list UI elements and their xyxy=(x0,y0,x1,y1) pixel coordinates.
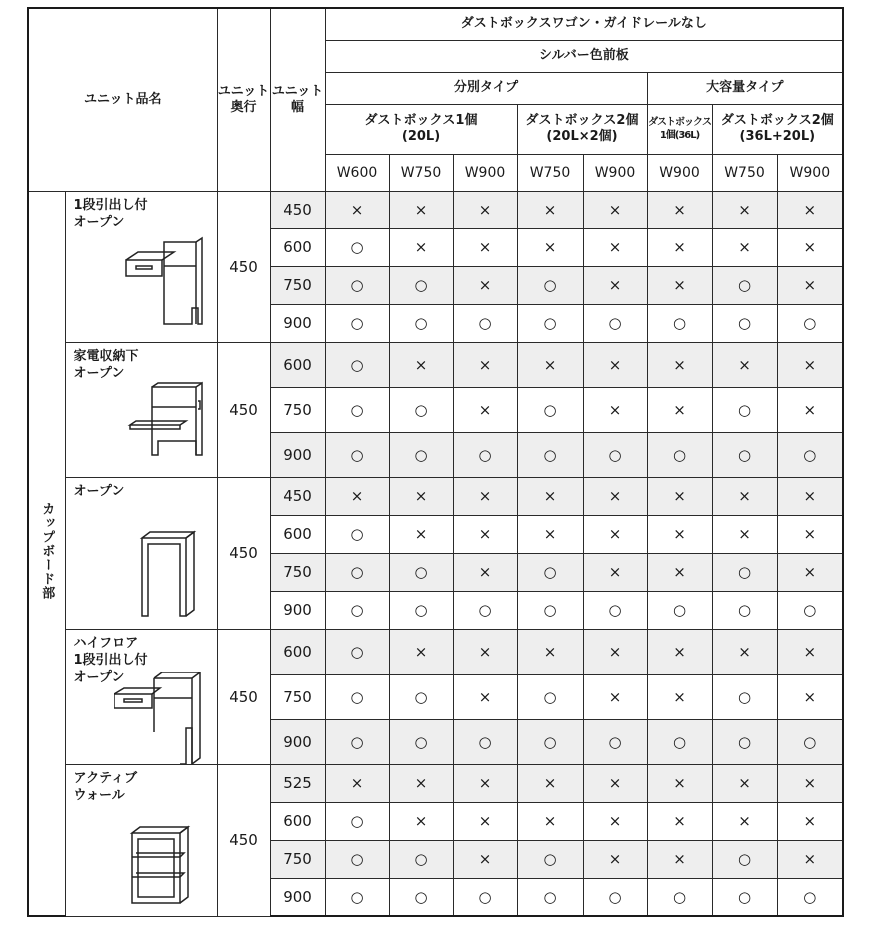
compatible-mark: ○ xyxy=(325,878,389,916)
compatible-mark: ○ xyxy=(712,878,777,916)
compatible-mark: ○ xyxy=(389,591,453,629)
compatible-mark: ○ xyxy=(325,304,389,342)
sub-large-2-line1: ダストボックス2個 xyxy=(720,113,834,128)
col-header-w750: W750 xyxy=(389,154,453,191)
incompatible-mark: × xyxy=(583,840,647,878)
unit-width: 600 xyxy=(270,342,325,387)
unit-name-line: アクティブ xyxy=(73,770,138,786)
incompatible-mark: × xyxy=(647,840,712,878)
width-header xyxy=(270,8,325,191)
unit-width: 900 xyxy=(270,719,325,764)
incompatible-mark: × xyxy=(712,228,777,266)
unit-width: 600 xyxy=(270,802,325,840)
compatible-mark: ○ xyxy=(325,840,389,878)
incompatible-mark: × xyxy=(583,387,647,432)
unit-width: 450 xyxy=(270,191,325,228)
incompatible-mark: × xyxy=(712,802,777,840)
sub-large-2 xyxy=(712,104,843,154)
incompatible-mark: × xyxy=(777,553,843,591)
compatible-mark: ○ xyxy=(647,432,712,477)
col-header-w750: W750 xyxy=(517,154,583,191)
incompatible-mark: × xyxy=(712,342,777,387)
incompatible-mark: × xyxy=(712,764,777,802)
compatible-mark: ○ xyxy=(325,228,389,266)
width-header-line2: 幅 xyxy=(291,99,305,115)
compatible-mark: ○ xyxy=(325,591,389,629)
compatible-mark: ○ xyxy=(712,553,777,591)
unit-width: 525 xyxy=(270,764,325,802)
incompatible-mark: × xyxy=(647,764,712,802)
incompatible-mark: × xyxy=(647,629,712,674)
depth-header-line2: 奥行 xyxy=(230,99,257,115)
unit-name-line: 1段引出し付 xyxy=(73,197,148,213)
compatible-mark: ○ xyxy=(583,432,647,477)
incompatible-mark: × xyxy=(517,228,583,266)
incompatible-mark: × xyxy=(453,629,517,674)
compatible-mark: ○ xyxy=(583,591,647,629)
compatible-mark: ○ xyxy=(389,387,453,432)
sub-large-1-line1: ダストボックス xyxy=(648,117,711,128)
incompatible-mark: × xyxy=(583,764,647,802)
incompatible-mark: × xyxy=(453,840,517,878)
compatible-mark: ○ xyxy=(325,802,389,840)
compatible-mark: ○ xyxy=(517,304,583,342)
color-label: シルバー色前板 xyxy=(325,40,843,72)
incompatible-mark: × xyxy=(517,477,583,515)
table-row xyxy=(28,477,843,515)
incompatible-mark: × xyxy=(647,387,712,432)
compatible-mark: ○ xyxy=(517,674,583,719)
unit-name xyxy=(74,348,139,382)
incompatible-mark: × xyxy=(777,764,843,802)
compatible-mark: ○ xyxy=(712,432,777,477)
compatible-mark: ○ xyxy=(389,266,453,304)
incompatible-mark: × xyxy=(777,802,843,840)
incompatible-mark: × xyxy=(389,802,453,840)
compatible-mark: ○ xyxy=(647,591,712,629)
unit-name xyxy=(74,197,148,231)
table-row xyxy=(28,191,843,228)
group-separate-type: 分別タイプ xyxy=(325,72,647,104)
incompatible-mark: × xyxy=(517,802,583,840)
compatible-mark: ○ xyxy=(712,674,777,719)
unit-depth: 450 xyxy=(217,764,270,916)
unit-width: 900 xyxy=(270,878,325,916)
col-header-w900: W900 xyxy=(583,154,647,191)
unit-width: 750 xyxy=(270,387,325,432)
incompatible-mark: × xyxy=(325,191,389,228)
compatible-mark: ○ xyxy=(647,304,712,342)
compatible-mark: ○ xyxy=(583,878,647,916)
unit-width: 750 xyxy=(270,553,325,591)
unit-width: 750 xyxy=(270,674,325,719)
unit-name-line: ハイフロア xyxy=(73,635,139,651)
incompatible-mark: × xyxy=(777,228,843,266)
unit-name-line: ウォール xyxy=(73,787,125,803)
unit-width: 600 xyxy=(270,228,325,266)
compatible-mark: ○ xyxy=(325,719,389,764)
compatible-mark: ○ xyxy=(712,719,777,764)
incompatible-mark: × xyxy=(583,629,647,674)
compatible-mark: ○ xyxy=(583,304,647,342)
unit-width: 900 xyxy=(270,304,325,342)
compatible-mark: ○ xyxy=(517,553,583,591)
compatible-mark: ○ xyxy=(517,878,583,916)
incompatible-mark: × xyxy=(777,629,843,674)
incompatible-mark: × xyxy=(453,266,517,304)
compatible-mark: ○ xyxy=(325,266,389,304)
compatible-mark: ○ xyxy=(389,840,453,878)
incompatible-mark: × xyxy=(453,553,517,591)
compatible-mark: ○ xyxy=(389,304,453,342)
incompatible-mark: × xyxy=(777,266,843,304)
compatible-mark: ○ xyxy=(325,387,389,432)
compatible-mark: ○ xyxy=(647,878,712,916)
incompatible-mark: × xyxy=(389,342,453,387)
incompatible-mark: × xyxy=(389,228,453,266)
compatibility-table-wrapper xyxy=(27,7,844,917)
incompatible-mark: × xyxy=(453,191,517,228)
incompatible-mark: × xyxy=(453,802,517,840)
incompatible-mark: × xyxy=(389,764,453,802)
unit-width: 750 xyxy=(270,840,325,878)
compatible-mark: ○ xyxy=(777,304,843,342)
incompatible-mark: × xyxy=(647,802,712,840)
sub-dustbox-2 xyxy=(517,104,647,154)
compatible-mark: ○ xyxy=(325,674,389,719)
compatible-mark: ○ xyxy=(712,304,777,342)
compatible-mark: ○ xyxy=(389,674,453,719)
incompatible-mark: × xyxy=(777,387,843,432)
width-header-line1: ユニット xyxy=(271,83,324,99)
incompatible-mark: × xyxy=(647,515,712,553)
unit-name xyxy=(74,770,138,804)
sub-dustbox-1-line2: (20L) xyxy=(401,129,441,144)
compatible-mark: ○ xyxy=(777,719,843,764)
compatible-mark: ○ xyxy=(453,878,517,916)
unit-width: 450 xyxy=(270,477,325,515)
compatible-mark: ○ xyxy=(712,266,777,304)
compatible-mark: ○ xyxy=(517,719,583,764)
incompatible-mark: × xyxy=(517,342,583,387)
incompatible-mark: × xyxy=(389,629,453,674)
unit-name-header: ユニット品名 xyxy=(28,8,217,191)
compatible-mark: ○ xyxy=(777,591,843,629)
unit-width: 900 xyxy=(270,432,325,477)
col-header-w600: W600 xyxy=(325,154,389,191)
incompatible-mark: × xyxy=(453,515,517,553)
compatible-mark: ○ xyxy=(712,591,777,629)
incompatible-mark: × xyxy=(453,228,517,266)
compatible-mark: ○ xyxy=(325,629,389,674)
compatible-mark: ○ xyxy=(389,432,453,477)
compatible-mark: ○ xyxy=(325,553,389,591)
incompatible-mark: × xyxy=(517,764,583,802)
col-header-w750: W750 xyxy=(712,154,777,191)
compatible-mark: ○ xyxy=(325,515,389,553)
compatible-mark: ○ xyxy=(517,840,583,878)
incompatible-mark: × xyxy=(517,191,583,228)
incompatible-mark: × xyxy=(647,477,712,515)
sub-large-1-line2: 1個(36L) xyxy=(659,130,700,141)
table-body xyxy=(28,191,843,916)
unit-width: 750 xyxy=(270,266,325,304)
compatible-mark: ○ xyxy=(453,591,517,629)
compatible-mark: ○ xyxy=(517,432,583,477)
unit-width: 900 xyxy=(270,591,325,629)
compatible-mark: ○ xyxy=(583,719,647,764)
unit-name-line: オープン xyxy=(73,365,125,381)
compatible-mark: ○ xyxy=(325,342,389,387)
incompatible-mark: × xyxy=(583,228,647,266)
incompatible-mark: × xyxy=(517,515,583,553)
depth-header-line1: ユニット xyxy=(217,83,270,99)
incompatible-mark: × xyxy=(325,764,389,802)
unit-name-line: オープン xyxy=(73,483,125,499)
incompatible-mark: × xyxy=(777,840,843,878)
unit-name-cell xyxy=(65,191,217,342)
col-header-w900: W900 xyxy=(453,154,517,191)
incompatible-mark: × xyxy=(777,191,843,228)
incompatible-mark: × xyxy=(647,342,712,387)
compatibility-table xyxy=(27,7,844,917)
compatible-mark: ○ xyxy=(389,553,453,591)
unit-name-line: オープン xyxy=(73,669,125,685)
table-row xyxy=(28,764,843,802)
incompatible-mark: × xyxy=(777,477,843,515)
compatible-mark: ○ xyxy=(647,719,712,764)
unit-depth: 450 xyxy=(217,629,270,764)
unit-name xyxy=(74,483,125,500)
sub-large-2-line2: (36L+20L) xyxy=(739,129,816,144)
sub-dustbox-1-line1: ダストボックス1個 xyxy=(364,113,478,128)
incompatible-mark: × xyxy=(389,477,453,515)
sub-dustbox-2-line2: (20L×2個) xyxy=(546,129,618,144)
unit-width: 600 xyxy=(270,629,325,674)
incompatible-mark: × xyxy=(712,477,777,515)
incompatible-mark: × xyxy=(453,342,517,387)
depth-header xyxy=(217,8,270,191)
compatible-mark: ○ xyxy=(453,432,517,477)
incompatible-mark: × xyxy=(647,674,712,719)
incompatible-mark: × xyxy=(647,266,712,304)
incompatible-mark: × xyxy=(583,266,647,304)
compatible-mark: ○ xyxy=(712,840,777,878)
incompatible-mark: × xyxy=(712,515,777,553)
unit-name-cell xyxy=(65,629,217,764)
unit-name-cell xyxy=(65,477,217,629)
incompatible-mark: × xyxy=(389,515,453,553)
sub-large-1 xyxy=(647,104,712,154)
category-cell xyxy=(28,191,65,916)
unit-depth: 450 xyxy=(217,191,270,342)
compatible-mark: ○ xyxy=(325,432,389,477)
unit-depth: 450 xyxy=(217,342,270,477)
incompatible-mark: × xyxy=(583,342,647,387)
compatible-mark: ○ xyxy=(517,591,583,629)
compatible-mark: ○ xyxy=(453,304,517,342)
col-header-w900: W900 xyxy=(777,154,843,191)
unit-name-cell xyxy=(65,342,217,477)
incompatible-mark: × xyxy=(712,191,777,228)
col-header-w900: W900 xyxy=(647,154,712,191)
compatible-mark: ○ xyxy=(389,878,453,916)
incompatible-mark: × xyxy=(453,764,517,802)
incompatible-mark: × xyxy=(325,477,389,515)
incompatible-mark: × xyxy=(777,674,843,719)
compatible-mark: ○ xyxy=(389,719,453,764)
incompatible-mark: × xyxy=(647,228,712,266)
incompatible-mark: × xyxy=(583,802,647,840)
unit-name-cell xyxy=(65,764,217,916)
compatible-mark: ○ xyxy=(777,432,843,477)
incompatible-mark: × xyxy=(583,477,647,515)
incompatible-mark: × xyxy=(583,191,647,228)
compatible-mark: ○ xyxy=(453,719,517,764)
unit-width: 600 xyxy=(270,515,325,553)
unit-name-line: 1段引出し付 xyxy=(73,652,148,668)
compatible-mark: ○ xyxy=(777,878,843,916)
compatible-mark: ○ xyxy=(517,387,583,432)
group-large-capacity-type: 大容量タイプ xyxy=(647,72,843,104)
incompatible-mark: × xyxy=(453,477,517,515)
compatible-mark: ○ xyxy=(517,266,583,304)
incompatible-mark: × xyxy=(453,674,517,719)
incompatible-mark: × xyxy=(517,629,583,674)
incompatible-mark: × xyxy=(712,629,777,674)
top-title: ダストボックスワゴン・ガイドレールなし xyxy=(325,8,843,40)
incompatible-mark: × xyxy=(583,515,647,553)
incompatible-mark: × xyxy=(777,342,843,387)
unit-depth: 450 xyxy=(217,477,270,629)
incompatible-mark: × xyxy=(647,191,712,228)
table-row xyxy=(28,342,843,387)
table-row xyxy=(28,629,843,674)
incompatible-mark: × xyxy=(647,553,712,591)
unit-name-line: オープン xyxy=(73,214,125,230)
incompatible-mark: × xyxy=(583,674,647,719)
category-label: カップボード部 xyxy=(39,502,55,601)
incompatible-mark: × xyxy=(583,553,647,591)
compatible-mark: ○ xyxy=(712,387,777,432)
sub-dustbox-2-line1: ダストボックス2個 xyxy=(525,113,639,128)
incompatible-mark: × xyxy=(389,191,453,228)
unit-name-line: 家電収納下 xyxy=(73,348,139,364)
incompatible-mark: × xyxy=(453,387,517,432)
incompatible-mark: × xyxy=(777,515,843,553)
sub-dustbox-1 xyxy=(325,104,517,154)
